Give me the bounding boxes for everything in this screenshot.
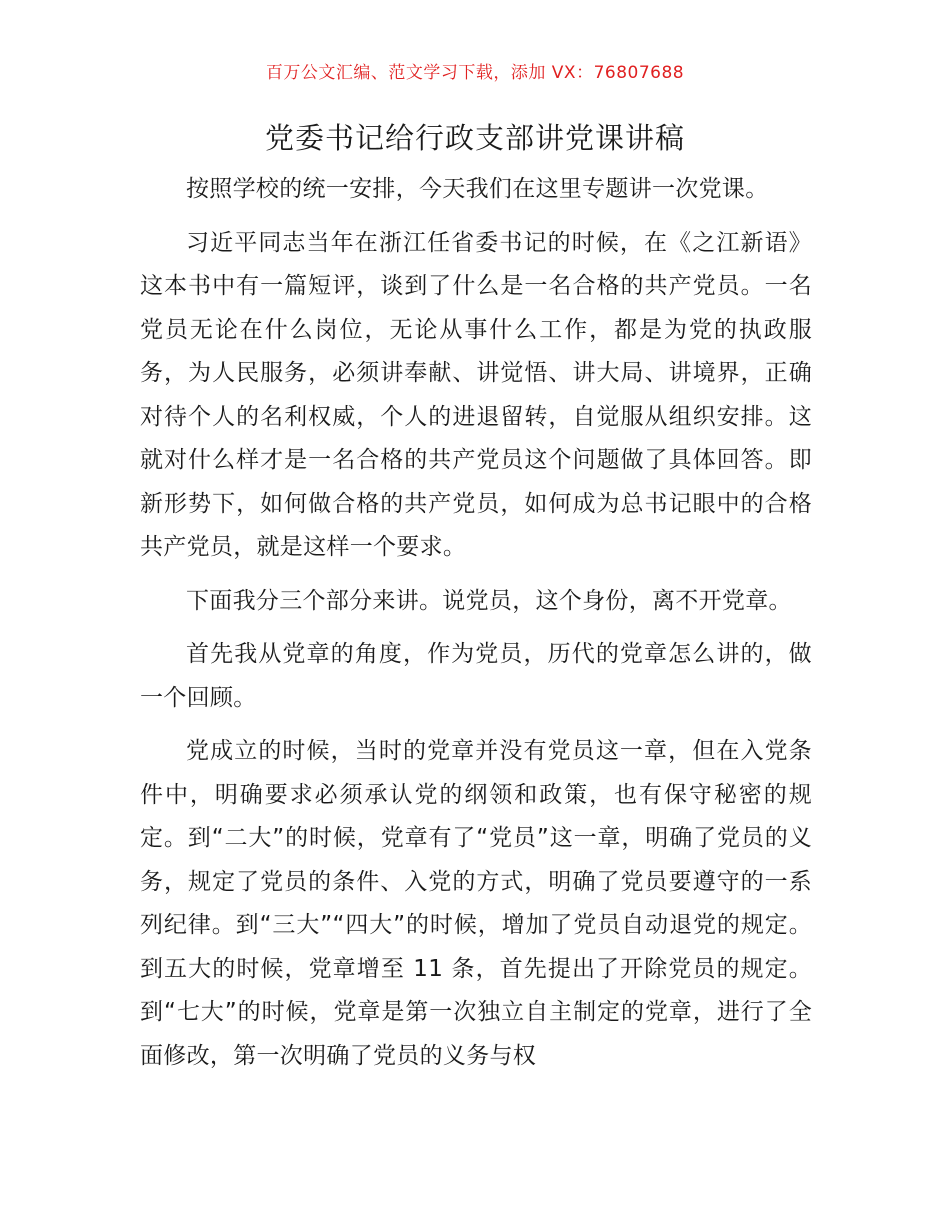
paragraph-review: 首先我从党章的角度，作为党员，历代的党章怎么讲的，做一个回顾。 xyxy=(140,641,812,711)
paragraph-history: 党成立的时候，当时的党章并没有党员这一章，但在入党条件中，明确要求必须承认党的纲领和政策，也有保守秘密的规定。到“二大”的时候，党章有了“党员”这一章，明确了党员的义务，规定了党员的条件、入党的方式，明确了党员要遵守的一系列纪律。到“三大”“四大”的时候，增加了党员自动退党的规定。到五大的时候，党章增至 11 条，首先提出了开除党员的规定。到“七大”的时候，党章是第一次独立自主制定的党章，进行了全面修改，第一次明确了党员的义务与权 xyxy=(140,738,812,1069)
header-watermark-note: 百万公文汇编、范文学习下载，添加 VX：76807688 xyxy=(265,63,685,83)
paragraph-xi-quote: 习近平同志当年在浙江任省委书记的时候，在《之江新语》这本书中有一篇短评，谈到了什么是一名合格的共产党员。一名党员无论在什么岗位，无论从事什么工作，都是为党的执政服务，为人民服务，必须讲奉献、讲觉悟、讲大局、讲境界，正确对待个人的名利权威，个人的进退留转，自觉服从组织安排。这就对什么样才是一名合格的共产党员这个问题做了具体回答。即新形势下，如何做合格的共产党员，如何成为总书记眼中的合格共产党员，就是这样一个要求。 xyxy=(140,229,812,560)
document-body xyxy=(140,168,812,1088)
paragraph-intro: 按照学校的统一安排，今天我们在这里专题讲一次党课。 xyxy=(186,176,769,202)
paragraph-three-parts: 下面我分三个部分来讲。说党员，这个身份，离不开党章。 xyxy=(186,587,792,614)
document-title: 党委书记给行政支部讲党课讲稿 xyxy=(264,121,685,155)
